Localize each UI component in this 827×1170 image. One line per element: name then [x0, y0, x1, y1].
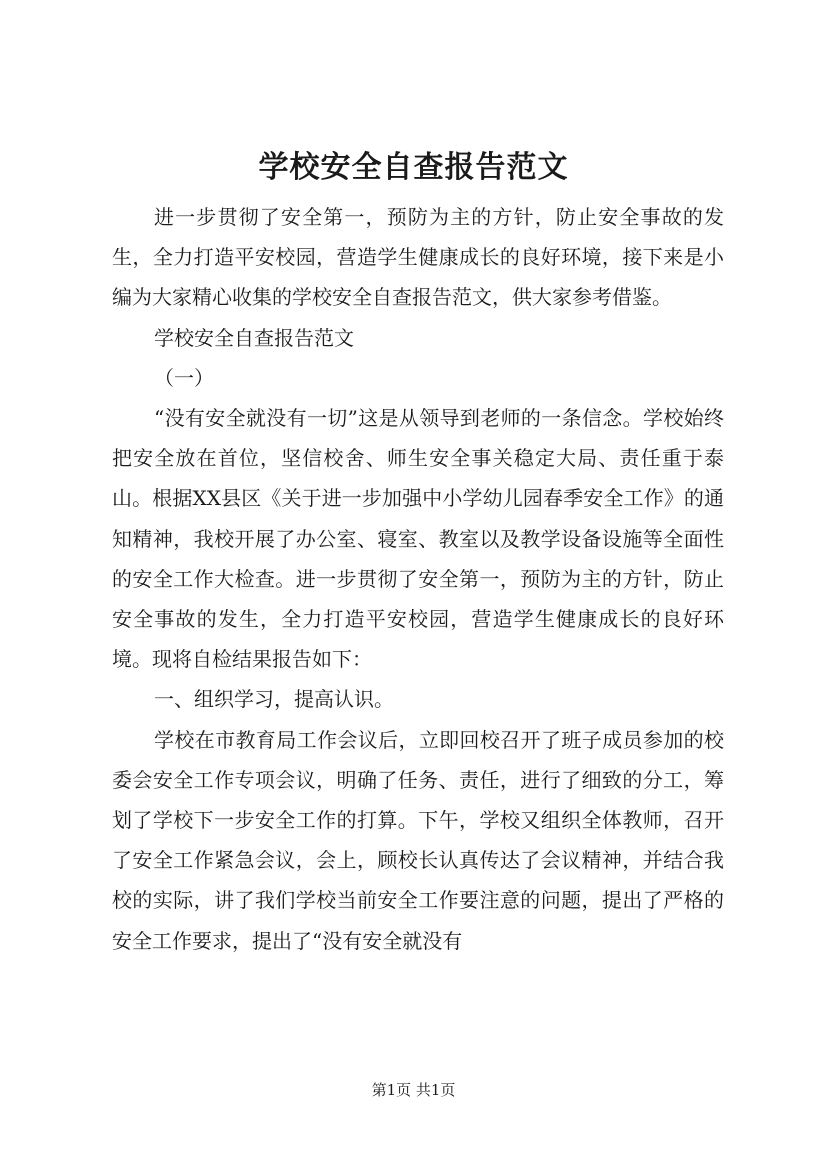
paragraph-heading-1: 一、组织学习，提高认识。	[154, 687, 394, 712]
paragraph-meeting: 学校在市教育局工作会议后，立即回校召开了班子成员参加的校委会安全工作专项会议，明确了任务、责任，进行了细致的分工，筹划了学校下一步安全工作的打算。下午，学校又组织全体教师，召开了安全工作紧急会议，会上，顾校长认真传达了会议精神，并结合我校的实际，讲了我们学校当前安全工作要注意的问题，提出了严格的安全工作要求，提出了“没有安全就没有	[112, 727, 724, 953]
document-title: 学校安全自查报告范文	[258, 150, 569, 185]
paragraph-subtitle: 学校安全自查报告范文	[154, 325, 354, 350]
paragraph-main: “没有安全就没有一切”这是从领导到老师的一条信念。学校始终把安全放在首位，坚信校舍、师生安全事关稳定大局、责任重于泰山。根据XX县区《关于进一步加强中小学幼儿园春季安全工作》的通知精神，我校开展了办公室、寝室、教室以及教学设备设施等全面性的安全工作大检查。进一步贯彻了安全第一，预防为主的方针，防止安全事故的发生，全力打造平安校园，营造学生健康成长的良好环境。现将自检结果报告如下：	[112, 406, 724, 672]
page-footer: 第1页 共1页	[371, 1081, 456, 1099]
paragraph-intro: 进一步贯彻了安全第一，预防为主的方针，防止安全事故的发生，全力打造平安校园，营造学生健康成长的良好环境，接下来是小编为大家精心收集的学校安全自查报告范文，供大家参考借鉴。	[112, 205, 724, 310]
paragraph-section-marker: （一）	[154, 365, 214, 390]
document-body	[112, 197, 724, 961]
